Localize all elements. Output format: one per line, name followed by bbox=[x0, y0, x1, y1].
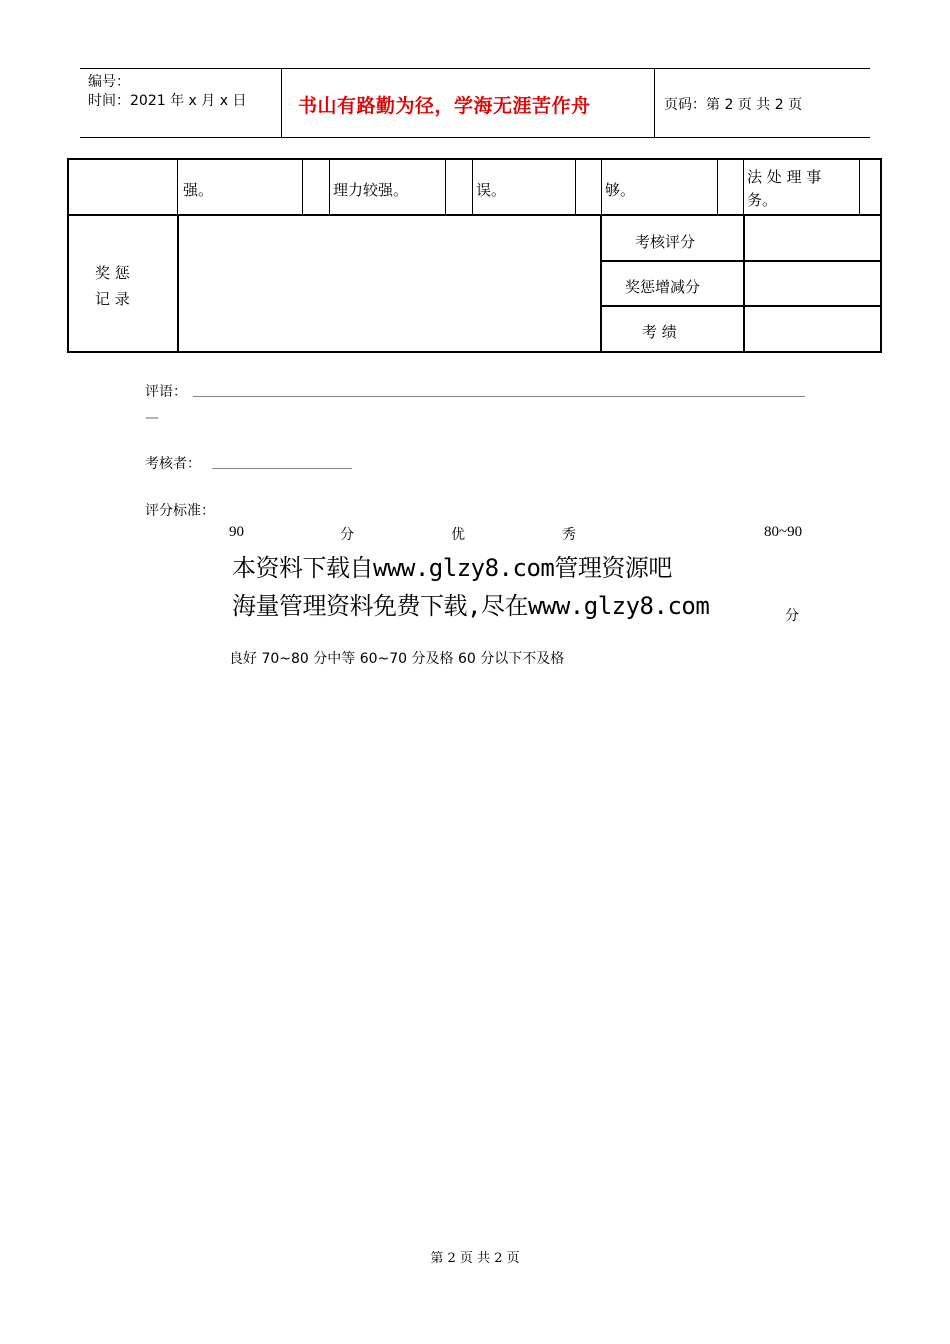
col-divider bbox=[717, 158, 718, 216]
watermark-line: 本资料下载自www.glzy8.com管理资源吧 bbox=[232, 554, 672, 582]
cell-text: 理力较强。 bbox=[333, 181, 409, 199]
criteria-text: 分 bbox=[785, 608, 799, 624]
comment-underline bbox=[193, 396, 805, 397]
result-label: 考 绩 bbox=[642, 323, 677, 341]
records-label: 记 录 bbox=[95, 290, 130, 308]
page-footer: 第 2 页 共 2 页 bbox=[430, 1251, 520, 1266]
row-divider bbox=[600, 260, 882, 262]
criteria-line: 良好 70~80 分中等 60~70 分及格 60 分以下不及格 bbox=[229, 651, 565, 667]
cell-text: 务。 bbox=[747, 191, 778, 209]
col-divider bbox=[329, 158, 330, 216]
header-page-info: 页码：第 2 页 共 2 页 bbox=[664, 97, 803, 113]
col-divider bbox=[575, 158, 576, 216]
table-border bbox=[880, 158, 882, 353]
comment-tail: — bbox=[145, 410, 159, 426]
row-divider bbox=[600, 305, 882, 307]
cell-text: 误。 bbox=[476, 181, 507, 199]
assessor-underline bbox=[212, 468, 352, 469]
comment-label: 评语： bbox=[145, 384, 187, 400]
header-divider bbox=[654, 69, 655, 137]
assessor-label: 考核者： bbox=[145, 456, 201, 472]
criteria-text: 分 bbox=[340, 527, 354, 543]
cell-text: 够。 bbox=[605, 181, 636, 199]
row-divider bbox=[67, 214, 882, 216]
col-divider bbox=[600, 215, 602, 353]
watermark-line: 海量管理资料免费下载,尽在www.glzy8.com bbox=[232, 592, 710, 620]
cell-text: 强。 bbox=[183, 181, 214, 199]
header-divider bbox=[281, 69, 282, 137]
records-label: 奖 惩 bbox=[95, 264, 130, 282]
criteria-text: 优 bbox=[451, 527, 465, 543]
header-meta bbox=[88, 73, 283, 111]
col-divider bbox=[302, 158, 303, 216]
criteria-label: 评分标准： bbox=[145, 503, 215, 519]
page-header bbox=[80, 68, 870, 138]
evaluation-table bbox=[67, 158, 882, 353]
criteria-text: 秀 bbox=[562, 527, 576, 543]
criteria-text: 80~90 bbox=[764, 524, 803, 540]
col-divider bbox=[859, 158, 860, 216]
adjust-label: 奖惩增减分 bbox=[625, 278, 701, 296]
col-divider bbox=[743, 215, 745, 353]
col-divider bbox=[177, 158, 178, 216]
score-label: 考核评分 bbox=[635, 233, 696, 251]
col-divider bbox=[177, 215, 179, 353]
number-label: 编号： bbox=[88, 74, 130, 90]
criteria-text: 90 bbox=[229, 524, 244, 540]
col-divider bbox=[601, 158, 602, 216]
table-border bbox=[67, 158, 69, 353]
table-border bbox=[67, 158, 882, 160]
header-motto: 书山有路勤为径，学海无涯苦作舟 bbox=[298, 95, 591, 117]
col-divider bbox=[472, 158, 473, 216]
table-border bbox=[67, 351, 882, 353]
col-divider bbox=[743, 158, 744, 216]
date-label: 时间：2021 年 x 月 x 日 bbox=[88, 93, 247, 109]
cell-text: 法 处 理 事 bbox=[747, 168, 822, 186]
col-divider bbox=[445, 158, 446, 216]
